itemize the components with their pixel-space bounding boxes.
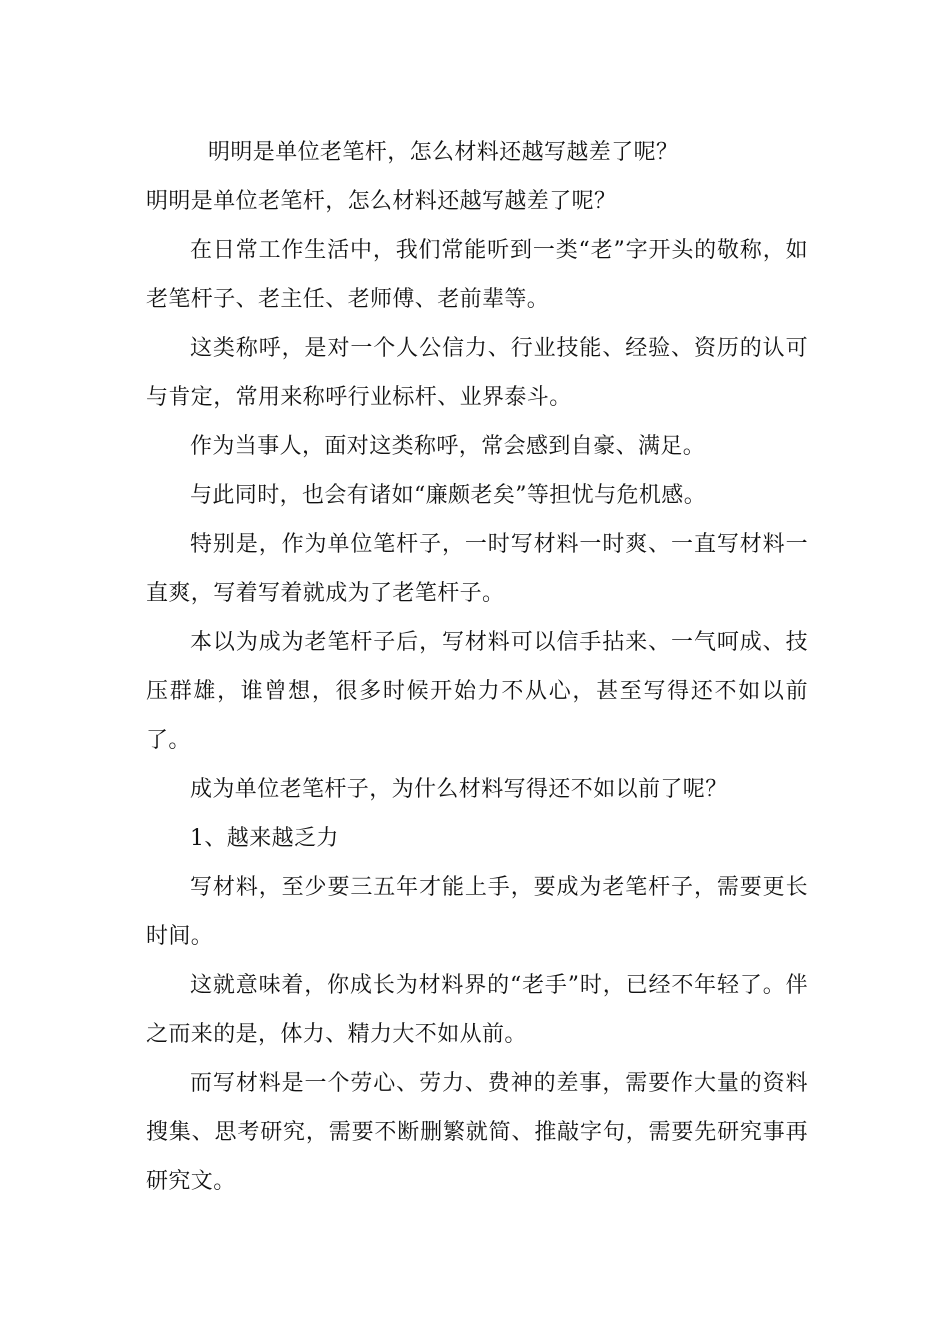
paragraph: 这类称呼，是对一个人公信力、行业技能、经验、资历的认可与肯定，常用来称呼行业标杆、业界泰斗。 (146, 336, 808, 410)
paragraph: 这就意味着，你成长为材料界的“老手”时，已经不年轻了。伴之而来的是，体力、精力大不如从前。 (146, 973, 808, 1047)
paragraph: 写材料，至少要三五年才能上手，要成为老笔杆子，需要更长时间。 (146, 875, 808, 949)
paragraph: 与此同时，也会有诸如“廉颇老矣”等担忧与危机感。 (190, 483, 707, 508)
paragraph-subtitle: 明明是单位老笔杆，怎么材料还越写越差了呢？ (146, 189, 617, 214)
paragraph: 成为单位老笔杆子，为什么材料写得还不如以前了呢？ (190, 777, 728, 802)
paragraph: 本以为成为老笔杆子后，写材料可以信手拈来、一气呵成、技压群雄，谁曾想，很多时候开始力不从心，甚至写得还不如以前了。 (146, 630, 808, 753)
paragraph: 作为当事人，面对这类称呼，常会感到自豪、满足。 (190, 434, 706, 459)
paragraph: 而写材料是一个劳心、劳力、费神的差事，需要作大量的资料搜集、思考研究，需要不断删繁就简、推敲字句，需要先研究事再研究文。 (146, 1071, 808, 1194)
paragraph: 特别是，作为单位笔杆子，一时写材料一时爽、一直写材料一直爽，写着写着就成为了老笔杆子。 (146, 532, 808, 606)
document-title: 明明是单位老笔杆，怎么材料还越写越差了呢？ (208, 140, 679, 165)
paragraph: 在日常工作生活中，我们常能听到一类“老”字开头的敬称，如老笔杆子、老主任、老师傅、老前辈等。 (146, 238, 808, 312)
section-heading: 1、越来越乏力 (190, 826, 339, 851)
document-body (146, 128, 808, 1206)
